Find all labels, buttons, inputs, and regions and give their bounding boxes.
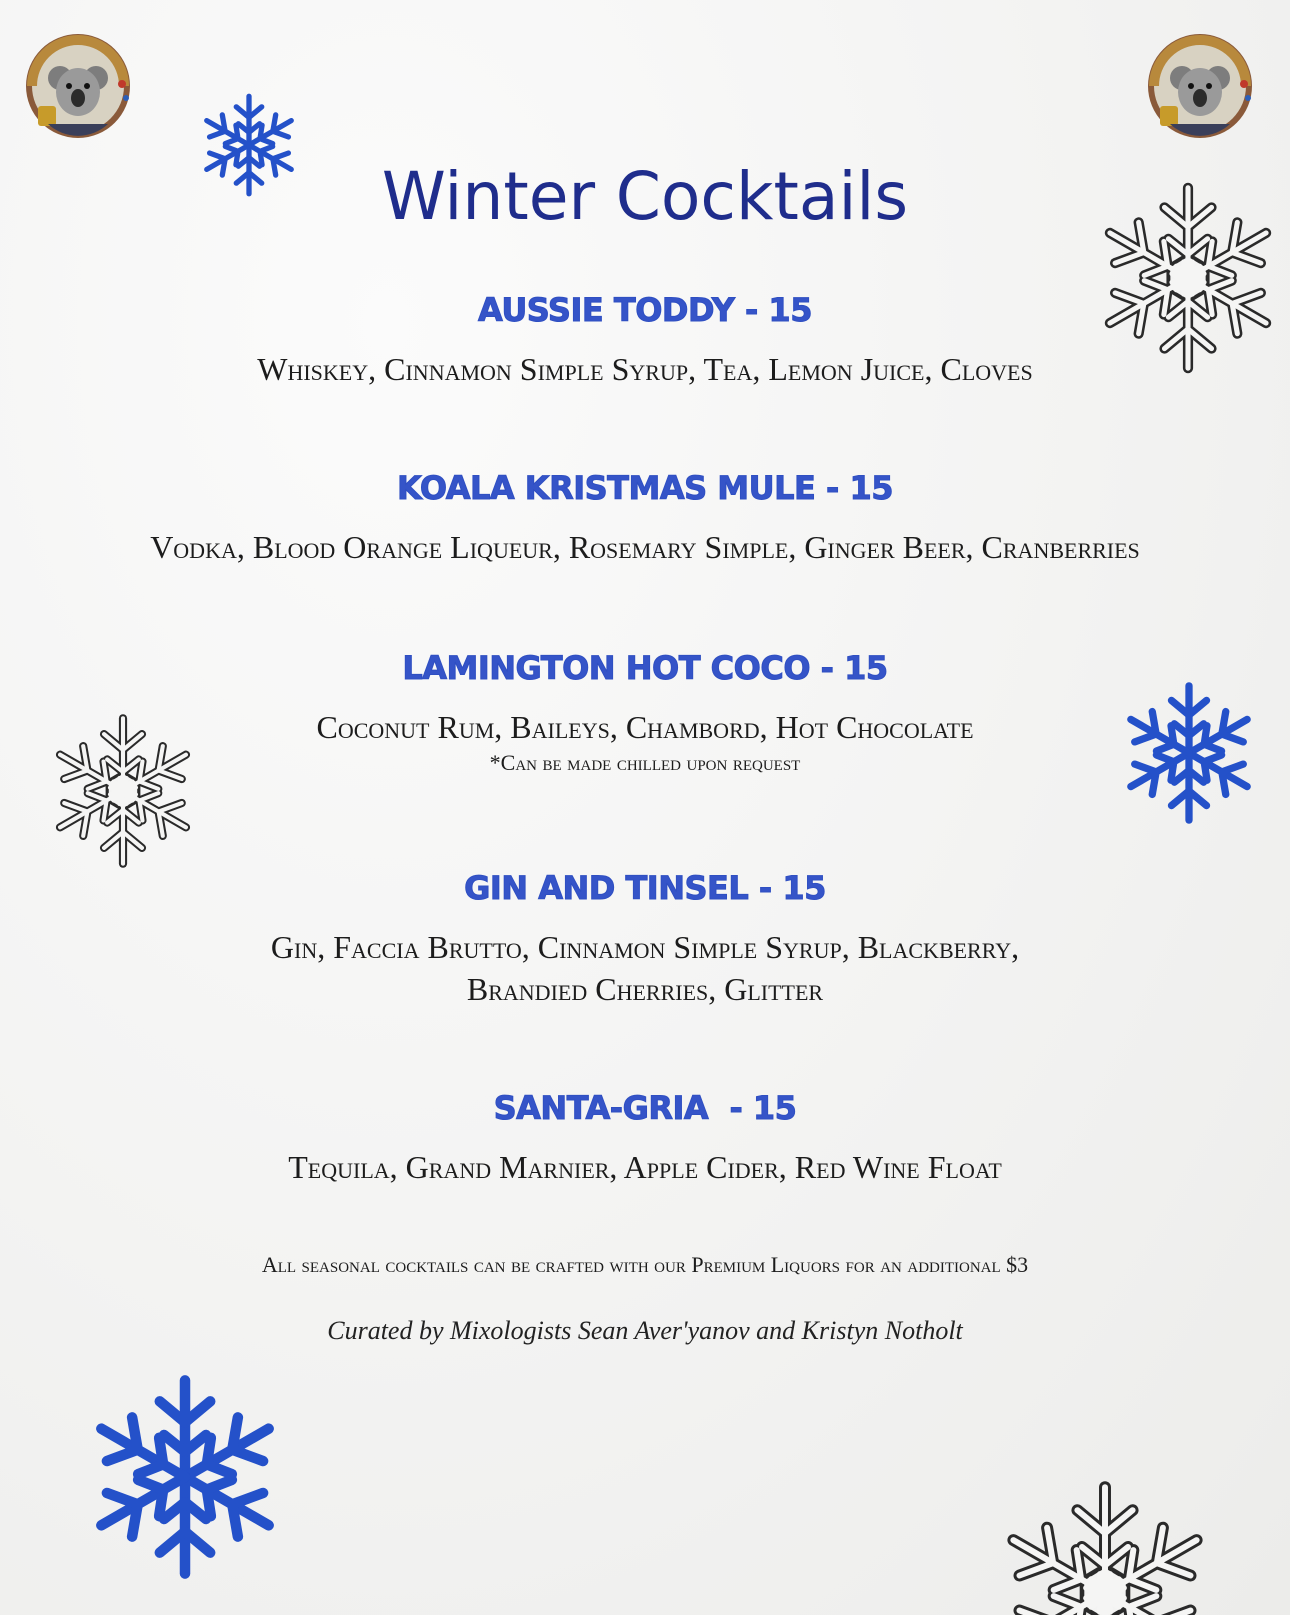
cocktail-name: GIN AND TINSEL - 15	[464, 869, 826, 907]
cocktail-ingredients	[0, 706, 1290, 748]
menu-title: Winter Cocktails	[381, 158, 909, 235]
ingredients-line: Vodka, Blood Orange Liqueur, Rosemary Simple, Ginger Beer, Cranberries	[150, 529, 1140, 565]
ingredients-line: Brandied Cherries, Glitter	[466, 971, 824, 1007]
cocktail-name: KOALA KRISTMAS MULE - 15	[397, 469, 893, 507]
cocktail-ingredients	[0, 926, 1290, 1010]
koala-logo-icon	[18, 26, 138, 146]
ingredients-line: Whiskey, Cinnamon Simple Syrup, Tea, Lemon Juice, Cloves	[257, 351, 1033, 387]
menu-item	[0, 468, 1290, 568]
menu-item	[0, 290, 1290, 390]
ingredients-line: Coconut Rum, Baileys, Chambord, Hot Chocolate	[316, 709, 974, 745]
menu-item	[0, 868, 1290, 1010]
cocktail-ingredients	[0, 526, 1290, 568]
ingredients-line: Gin, Faccia Brutto, Cinnamon Simple Syrup, Blackberry,	[270, 929, 1020, 965]
cocktail-name: AUSSIE TODDY - 15	[478, 291, 812, 329]
koala-logo-icon	[1140, 26, 1260, 146]
cocktail-ingredients	[0, 348, 1290, 390]
premium-liquor-note: All seasonal cocktails can be crafted with our Premium Liquors for an additional $3	[261, 1252, 1029, 1277]
snowflake-icon	[80, 1372, 290, 1582]
cocktail-note: *Can be made chilled upon request	[489, 750, 801, 775]
cocktail-name: LAMINGTON HOT COCO - 15	[402, 649, 888, 687]
menu-item	[0, 1088, 1290, 1188]
menu-item	[0, 648, 1290, 776]
cocktail-name: SANTA-GRIA - 15	[493, 1089, 797, 1127]
snowflake-outline-icon	[990, 1478, 1220, 1615]
curated-by-credit: Curated by Mixologists Sean Aver'yanov and Kristyn Notholt	[327, 1316, 963, 1345]
cocktail-ingredients	[0, 1146, 1290, 1188]
ingredients-line: Tequila, Grand Marnier, Apple Cider, Red Wine Float	[288, 1149, 1002, 1185]
